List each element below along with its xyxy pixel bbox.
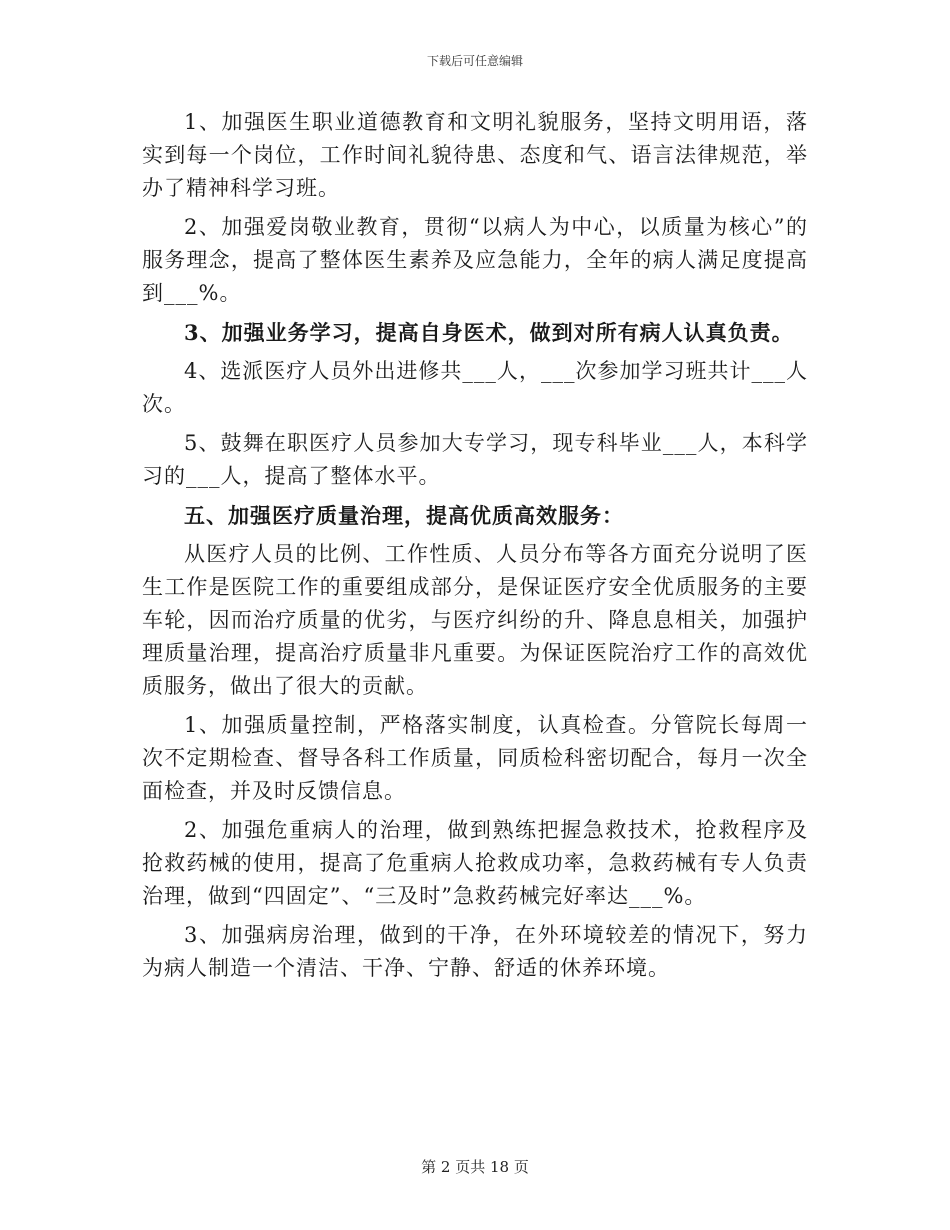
paragraph-8: 1、加强质量控制，严格落实制度，认真检查。分管院长每周一次不定期检查、督导各科工作质量，同质检科密切配合，每月一次全面检查，并及时反馈信息。 [142, 713, 808, 803]
document-body [142, 106, 808, 991]
paragraph-2: 2、加强爱岗敬业教育，贯彻“以病人为中心，以质量为核心”的服务理念，提高了整体医生素养及应急能力，全年的病人满足度提高到___%。 [142, 215, 808, 305]
paragraph-9: 2、加强危重病人的治理，做到熟练把握急救技术，抢救程序及抢救药械的使用，提高了危重病人抢救成功率，急救药械有专人负责治理，做到“四固定”、“三及时”急救药械完好率达___%。 [142, 818, 808, 908]
page-header: 下载后可任意编辑 [426, 54, 523, 68]
section-heading-5: 五、加强医疗质量治理，提高优质高效服务： [184, 503, 624, 528]
paragraph-1: 1、加强医生职业道德教育和文明礼貌服务，坚持文明用语，落实到每一个岗位，工作时间礼貌待患、态度和气、语言法律规范，举办了精神科学习班。 [142, 110, 808, 200]
page-footer: 第 2 页共 18 页 [421, 1158, 529, 1176]
paragraph-5: 5、鼓舞在职医疗人员参加大专学习，现专科毕业___人，本科学习的___人，提高了整体水平。 [142, 431, 808, 488]
paragraph-3-heading: 3、加强业务学习，提高自身医术，做到对所有病人认真负责。 [184, 320, 794, 345]
paragraph-7: 从医疗人员的比例、工作性质、人员分布等各方面充分说明了医生工作是医院工作的重要组成部分，是保证医疗安全优质服务的主要车轮，因而治疗质量的优劣，与医疗纠纷的升、降息息相关，加强护理质量治理，提高治疗质量非凡重要。为保证医院治疗工作的高效优质服务，做出了很大的贡献。 [142, 542, 808, 698]
paragraph-4: 4、选派医疗人员外出进修共___人，___次参加学习班共计___人次。 [142, 359, 808, 416]
paragraph-10: 3、加强病房治理，做到的干净，在外环境较差的情况下，努力为病人制造一个清洁、干净、宁静、舒适的休养环境。 [142, 923, 808, 980]
